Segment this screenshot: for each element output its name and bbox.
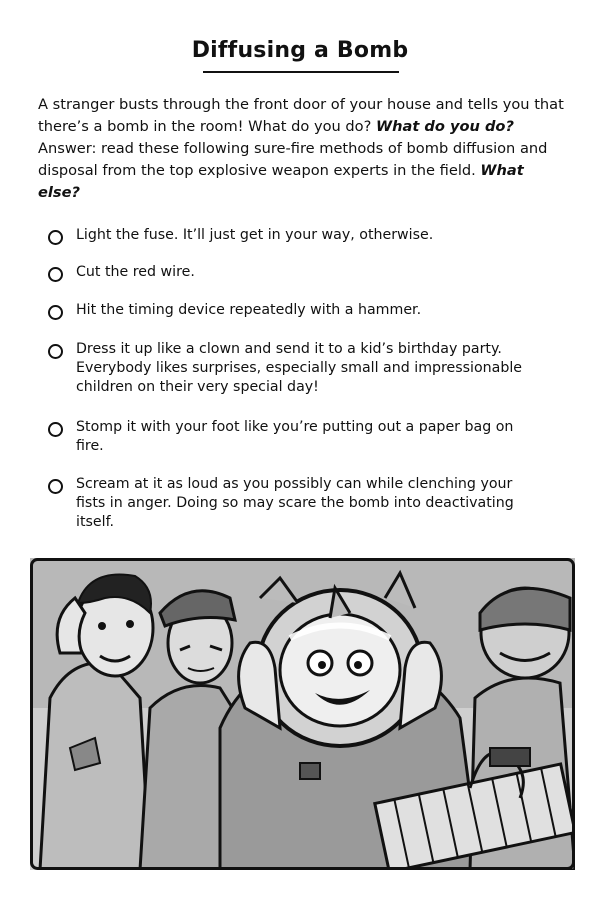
- radio-circle-icon[interactable]: [48, 422, 63, 437]
- title-underline: [203, 71, 399, 73]
- option-item[interactable]: [48, 475, 548, 532]
- option-item[interactable]: [48, 226, 548, 245]
- option-text: Cut the red wire.: [76, 264, 195, 280]
- intro-emphasis-2: What else?: [38, 162, 524, 201]
- option-item[interactable]: [48, 301, 548, 320]
- bomb-squad-illustration: [30, 558, 575, 870]
- option-text: Dress it up like a clown and send it to a kid’s birthday party. Everybody likes surprises, especially small and impressionable children on their very special day!: [76, 341, 523, 395]
- option-item[interactable]: [48, 340, 548, 397]
- option-item[interactable]: [48, 263, 548, 282]
- radio-circle-icon[interactable]: [48, 267, 63, 282]
- intro-text-1: A stranger busts through the front door of your house and tells you that there’s a bomb in the room! What do you do?: [38, 96, 564, 135]
- intro-text-2: Answer: read these following sure-fire methods of bomb diffusion and disposal from the top explosive weapon experts in the field.: [38, 140, 548, 179]
- page-title: Diffusing a Bomb: [191, 38, 409, 63]
- radio-circle-icon[interactable]: [48, 230, 63, 245]
- option-text: Stomp it with your foot like you’re putting out a paper bag on fire.: [76, 419, 514, 454]
- option-text: Hit the timing device repeatedly with a hammer.: [76, 302, 422, 318]
- radio-circle-icon[interactable]: [48, 305, 63, 320]
- option-item[interactable]: [48, 418, 548, 456]
- option-text: Light the fuse. It’ll just get in your way, otherwise.: [76, 227, 434, 243]
- radio-circle-icon[interactable]: [48, 344, 63, 359]
- radio-circle-icon[interactable]: [48, 479, 63, 494]
- intro-emphasis-1: What do you do?: [376, 118, 514, 135]
- intro-paragraph: [38, 94, 568, 204]
- option-text: Scream at it as loud as you possibly can while clenching your fists in anger. Doing so may scare the bomb into deactivating itself.: [76, 476, 514, 530]
